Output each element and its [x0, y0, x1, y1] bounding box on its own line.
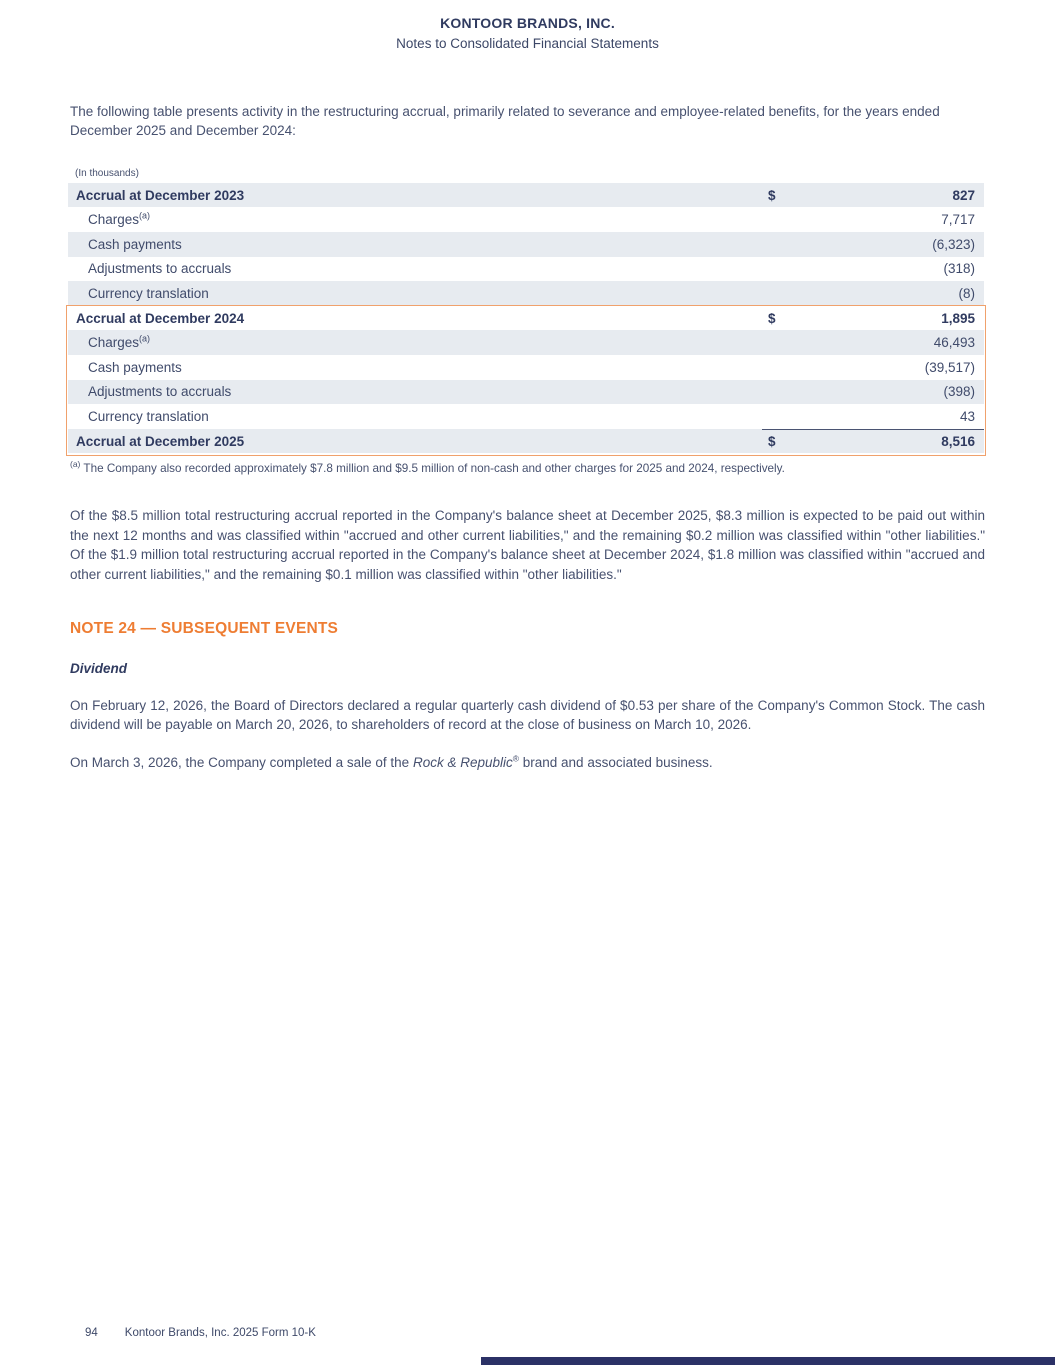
document-header [0, 0, 1055, 51]
footnote-marker: (a) [139, 210, 151, 221]
row-amount [762, 380, 984, 405]
row-amount [762, 404, 984, 429]
row-label: Accrual at December 2023 [76, 187, 245, 203]
row-amount [762, 207, 984, 232]
row-label: Charges$^{(a)}$ [88, 210, 151, 228]
row-value: (318) [943, 261, 975, 277]
brand-sale-paragraph: On March 3, 2026, the Company completed a sale of the Rock & Republic® brand and associated business. [70, 753, 713, 770]
row-amount [762, 429, 984, 454]
page-footer [85, 1327, 316, 1339]
table-row [68, 207, 984, 232]
row-value: 827 [952, 187, 975, 203]
dollar-sign: $ [768, 187, 776, 203]
restructuring-accrual-table [68, 183, 984, 454]
row-amount [762, 355, 984, 380]
row-label: Cash payments [88, 359, 182, 375]
brand-name: Rock & Republic [412, 754, 513, 770]
row-value: (39,517) [924, 359, 975, 375]
dollar-sign: $ [768, 310, 776, 326]
dividend-subheading: Dividend [70, 660, 128, 676]
footer-accent-bar [481, 1357, 1055, 1365]
row-label: Charges$^{(a)}$ [88, 333, 151, 351]
row-value: 1,895 [941, 310, 975, 326]
table-row [68, 281, 984, 306]
document-subtitle: Notes to Consolidated Financial Statements [396, 36, 659, 51]
table-row [68, 355, 984, 380]
table-row [68, 232, 984, 257]
table-row [68, 380, 984, 405]
accrual-classification-paragraph: Of the $8.5 million total restructuring accrual reported in the Company's balance sheet at December 2025, $8.3 million is expected to be paid out within the next 12 months and was classified within "accrued and other current liabilities," and the remaining $0.2 million was classified within "other liabilities." Of the $1.9 million total restructuring accrual reported in the Company's balance sheet at December 2024, $1.8 million was classified within "accrued and other current liabilities," and the remaining $0.1 million was classified within "other liabilities." [70, 508, 985, 582]
row-amount [762, 183, 984, 208]
page-number: 94 [85, 1327, 98, 1339]
row-value: 43 [959, 408, 975, 424]
table-row [68, 257, 984, 282]
footnote-marker: (a) [139, 333, 151, 344]
row-amount [762, 232, 984, 257]
row-label: Adjustments to accruals [88, 384, 232, 400]
footer-doc-label: Kontoor Brands, Inc. 2025 Form 10-K [124, 1327, 316, 1339]
table-units-label: (In thousands) [75, 167, 139, 179]
row-value: 8,516 [941, 434, 975, 450]
registered-trademark-symbol: ® [512, 753, 520, 764]
row-amount [762, 330, 984, 355]
row-value: (8) [958, 285, 975, 301]
table-row [68, 183, 984, 208]
row-label: Currency translation [88, 285, 209, 301]
dollar-sign: $ [768, 434, 776, 450]
table-row [68, 429, 984, 454]
row-label: Accrual at December 2025 [76, 433, 245, 449]
table-row [68, 404, 984, 429]
dividend-paragraph: On February 12, 2026, the Board of Directors declared a regular quarterly cash dividend of $0.53 per share of the Company's Common Stock. The cash dividend will be payable on March 20, 2026, to shareholders of record at the close of business on March 10, 2026. [70, 697, 985, 733]
row-label: Cash payments [88, 236, 182, 252]
highlight-box [68, 306, 984, 454]
intro-paragraph: The following table presents activity in the restructuring accrual, primarily related to severance and employee-related benefits, for the years ended December 2025 and December 2024: [70, 104, 940, 139]
footnote-marker: (a) [70, 459, 81, 470]
row-value: 7,717 [941, 212, 975, 228]
row-value: (398) [943, 384, 975, 400]
row-amount [762, 257, 984, 282]
row-label: Adjustments to accruals [88, 261, 232, 277]
row-amount [762, 306, 984, 331]
company-name: KONTOOR BRANDS, INC. [440, 15, 615, 31]
table-footnote: $^{(a)}$ The Company also recorded approximately $7.8 million and $9.5 million of non-cash and other charges for 2025 and 2024, respectively. [70, 459, 785, 476]
row-amount [762, 281, 984, 306]
row-value: (6,323) [932, 236, 975, 252]
row-label: Accrual at December 2024 [76, 310, 245, 326]
row-value: 46,493 [933, 335, 975, 351]
table-row [68, 330, 984, 355]
table-row [68, 306, 984, 331]
note-24-heading: NOTE 24 — SUBSEQUENT EVENTS [70, 619, 339, 637]
row-label: Currency translation [88, 408, 209, 424]
